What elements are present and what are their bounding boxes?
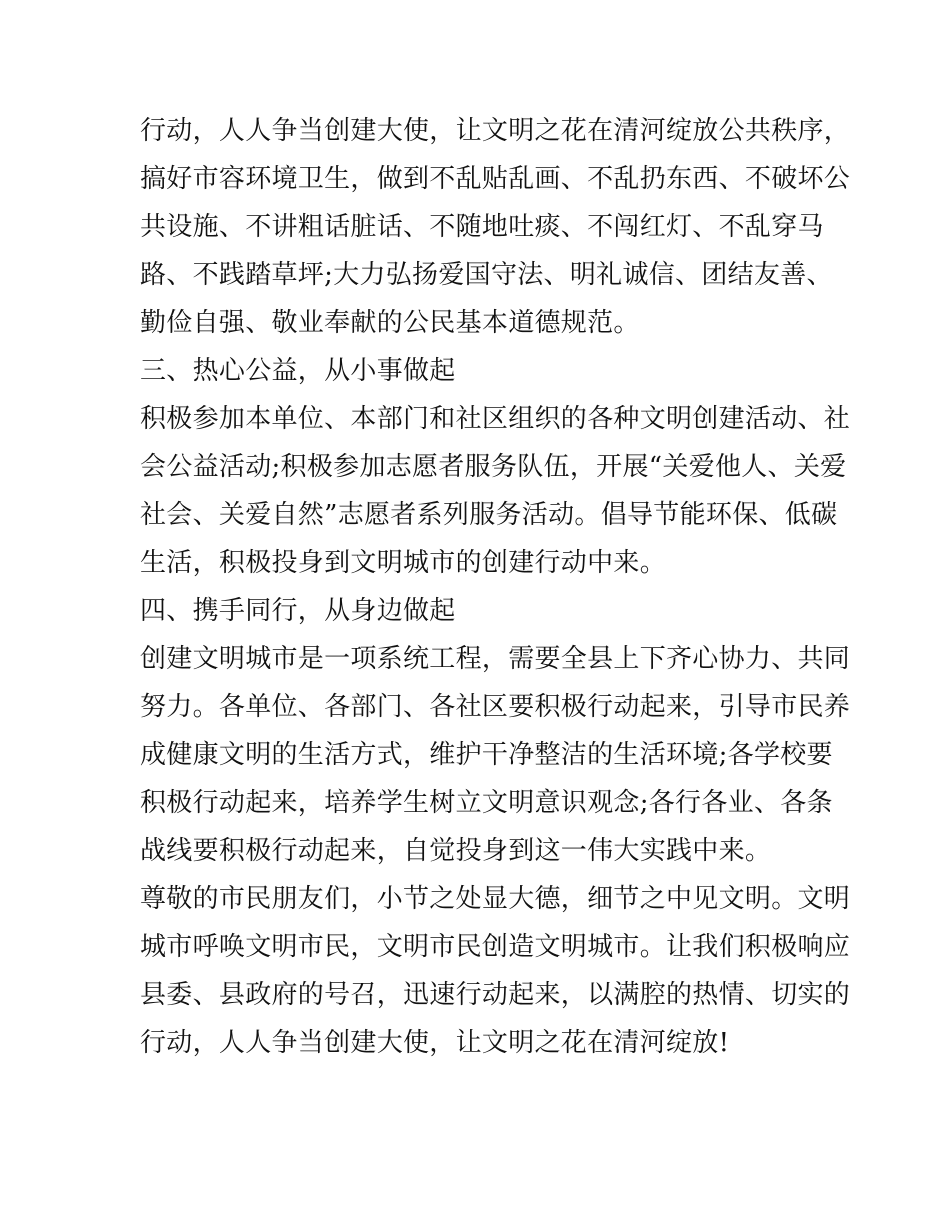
text-line: 城市呼唤文明市民，文明市民创造文明城市。让我们积极响应: [140, 932, 851, 962]
text-line: 积极参加本单位、本部门和社区组织的各种文明创建活动、社: [140, 404, 851, 434]
body-text: [140, 107, 851, 1067]
text-line: 县委、县政府的号召，迅速行动起来，以满腔的热情、切实的: [140, 980, 851, 1010]
text-line: 搞好市容环境卫生，做到不乱贴乱画、不乱扔东西、不破坏公: [140, 164, 851, 194]
text-line: 战线要积极行动起来，自觉投身到这一伟大实践中来。: [140, 836, 772, 866]
text-line: 生活，积极投身到文明城市的创建行动中来。: [140, 548, 667, 578]
text-line: 创建文明城市是一项系统工程，需要全县上下齐心协力、共同: [140, 644, 851, 674]
section-heading-4: 四、携手同行，从身边做起: [140, 596, 456, 626]
text-line: 勤俭自强、敬业奉献的公民基本道德规范。: [140, 308, 640, 338]
text-line: 路、不践踏草坪;大力弘扬爱国守法、明礼诚信、团结友善、: [140, 260, 833, 290]
text-line: 成健康文明的生活方式，维护干净整洁的生活环境;各学校要: [140, 740, 833, 770]
text-line: 行动，人人争当创建大使，让文明之花在清河绽放!: [140, 1028, 730, 1058]
text-line: 会公益活动;积极参加志愿者服务队伍，开展“关爱他人、关爱: [140, 452, 847, 482]
section-heading-3: 三、热心公益，从小事做起: [140, 356, 456, 386]
text-line: 尊敬的市民朋友们，小节之处显大德，细节之中见文明。文明: [140, 884, 851, 914]
text-line: 社会、关爱自然”志愿者系列服务活动。倡导节能环保、低碳: [140, 500, 838, 530]
text-line: 努力。各单位、各部门、各社区要积极行动起来，引导市民养: [140, 692, 851, 722]
text-line: 积极行动起来，培养学生树立文明意识观念;各行各业、各条: [140, 788, 833, 818]
text-line: 共设施、不讲粗话脏话、不随地吐痰、不闯红灯、不乱穿马: [140, 212, 824, 242]
text-line: 行动，人人争当创建大使，让文明之花在清河绽放公共秩序，: [140, 116, 851, 146]
